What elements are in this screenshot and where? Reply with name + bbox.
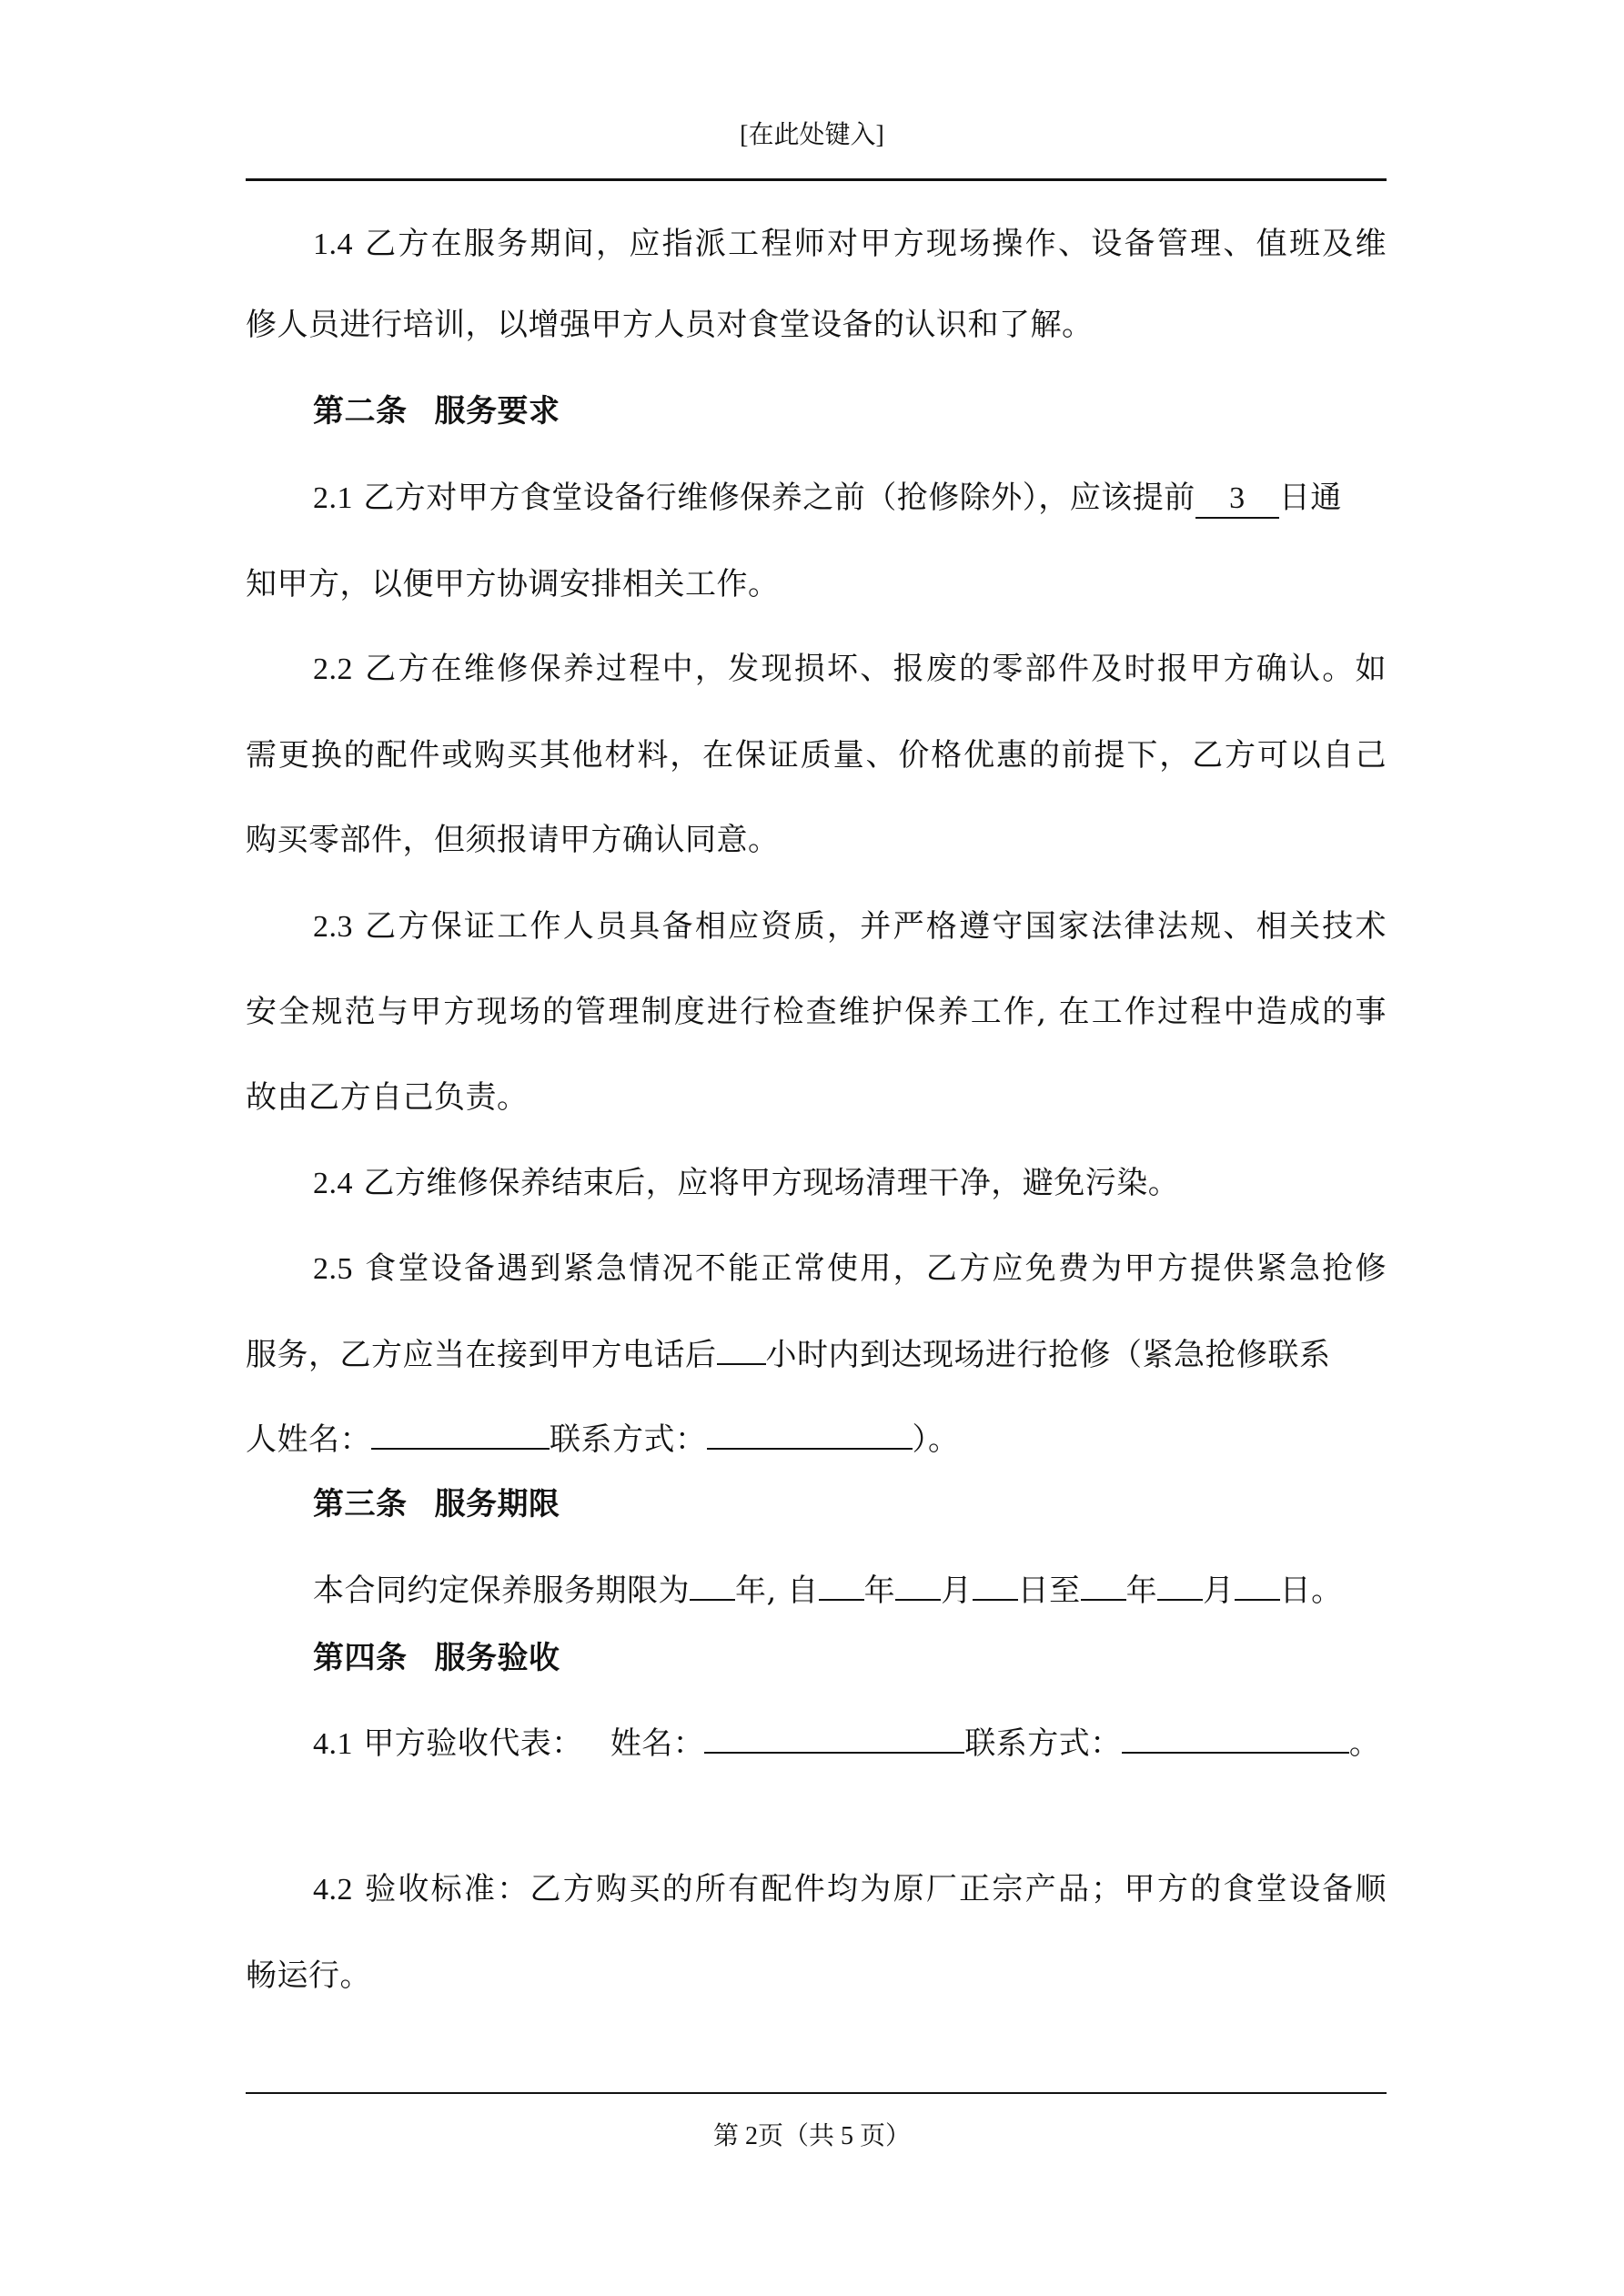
clause-text: 联系方式： [550,1421,707,1458]
end-year-field[interactable] [1081,1599,1126,1601]
footer-rule [246,2092,1387,2094]
clause-2-3-line-1 [246,905,1387,949]
article-title: 服务期限 [434,1486,560,1522]
clause-number: 2.5 [313,1252,353,1286]
clause-text: 年, 自 [735,1573,819,1609]
clause-number: 2.3 [313,910,353,944]
start-day-field[interactable] [973,1599,1018,1601]
clause-text: 乙方维修保养结束后，应将甲方现场清理干净，避免污染。 [363,1165,1180,1201]
clause-4-1-line-1 [246,1722,1387,1766]
clause-2-1-line-1 [246,476,1387,521]
start-month-field[interactable] [895,1599,941,1601]
clause-text: 联系方式： [964,1725,1122,1762]
clause-text: 月 [1203,1573,1235,1609]
clause-2-2-line-1 [246,647,1387,692]
acceptance-rep-phone-field[interactable] [1122,1752,1349,1754]
clause-2-5-line-1 [246,1247,1387,1291]
notice-days-field[interactable]: 3 [1195,480,1279,519]
clause-number: 4.2 [313,1873,353,1907]
article-3-heading [246,1482,1387,1526]
clause-text: 月 [941,1573,973,1609]
article-number: 第二条 [313,393,408,430]
clause-2-3-line-2: 安全规范与甲方现场的管理制度进行检查维护保养工作, 在工作过程中造成的事 [246,994,1387,1030]
clause-2-5-line-3 [246,1418,1387,1462]
clause-text: 年 [863,1573,896,1609]
clause-text: ）。 [912,1421,960,1458]
clause-text: 乙方在维修保养过程中，发现损坏、报废的零部件及时报甲方确认。如 [365,651,1387,687]
term-years-field[interactable] [690,1599,735,1601]
clause-text: 服务，乙方应当在接到甲方电话后 [246,1337,717,1373]
clause-text: 日。 [1279,1573,1343,1609]
emergency-contact-phone-field[interactable] [707,1448,913,1450]
clause-number: 2.4 [313,1167,353,1200]
article-number: 第四条 [313,1640,408,1676]
article-4-heading [246,1636,1387,1680]
emergency-contact-name-field[interactable] [371,1448,550,1450]
clause-2-2-line-2: 需更换的配件或购买其他材料，在保证质量、价格优惠的前提下，乙方可以自己 [246,737,1387,774]
clause-text: 乙方保证工作人员具备相应资质，并严格遵守国家法律法规、相关技术 [365,908,1387,945]
clause-text: 验收标准：乙方购买的所有配件均为原厂正宗产品；甲方的食堂设备顺 [365,1871,1387,1907]
clause-2-3-line-3: 故由乙方自己负责。 [246,1079,529,1116]
end-month-field[interactable] [1157,1599,1203,1601]
end-day-field[interactable] [1235,1599,1280,1601]
article-title: 服务验收 [434,1640,560,1676]
clause-1-4-line-2: 修人员进行培训，以增强甲方人员对食堂设备的认识和了解。 [246,307,1094,343]
page-footer: 第 2页（共 5 页） [712,2122,911,2150]
clause-number: 4.1 [313,1727,353,1761]
clause-2-5-line-2 [246,1333,1387,1377]
response-hours-field[interactable] [717,1363,766,1365]
clause-text: 乙方在服务期间，应指派工程师对甲方现场操作、设备管理、值班及维 [365,226,1387,262]
clause-2-2-line-3: 购买零部件，但须报请甲方确认同意。 [246,822,780,858]
clause-text: 人姓名： [246,1421,371,1458]
clause-number: 2.2 [313,652,353,686]
clause-text: 。 [1348,1725,1381,1762]
clause-text: 年 [1125,1573,1158,1609]
article-number: 第三条 [313,1486,408,1522]
header-rule [246,178,1387,181]
clause-2-4-line-1 [246,1161,1387,1206]
clause-3-line-1 [246,1569,1387,1613]
clause-2-1-line-2: 知甲方，以便甲方协调安排相关工作。 [246,566,780,602]
article-2-heading [246,389,1387,433]
page-header: [在此处键入] [740,121,884,149]
clause-text: 日至 [1017,1573,1081,1609]
clause-number: 1.4 [313,228,353,261]
start-year-field[interactable] [819,1599,864,1601]
clause-text: 日通 [1278,480,1342,516]
acceptance-rep-name-field[interactable] [704,1752,964,1754]
clause-number: 2.1 [313,481,353,515]
clause-4-2-line-2: 畅运行。 [246,1957,371,1994]
clause-text: 小时内到达现场进行抢修（紧急抢修联系 [765,1337,1331,1373]
clause-1-4-line-1 [246,222,1387,267]
clause-4-2-line-1 [246,1867,1387,1912]
clause-text: 姓名： [610,1725,705,1762]
clause-text: 乙方对甲方食堂设备行维修保养之前（抢修除外），应该提前 [363,480,1195,516]
clause-text: 甲方验收代表： [363,1725,583,1762]
article-title: 服务要求 [434,393,560,430]
clause-text: 本合同约定保养服务期限为 [313,1573,690,1609]
clause-text: 食堂设备遇到紧急情况不能正常使用，乙方应免费为甲方提供紧急抢修 [365,1250,1387,1287]
